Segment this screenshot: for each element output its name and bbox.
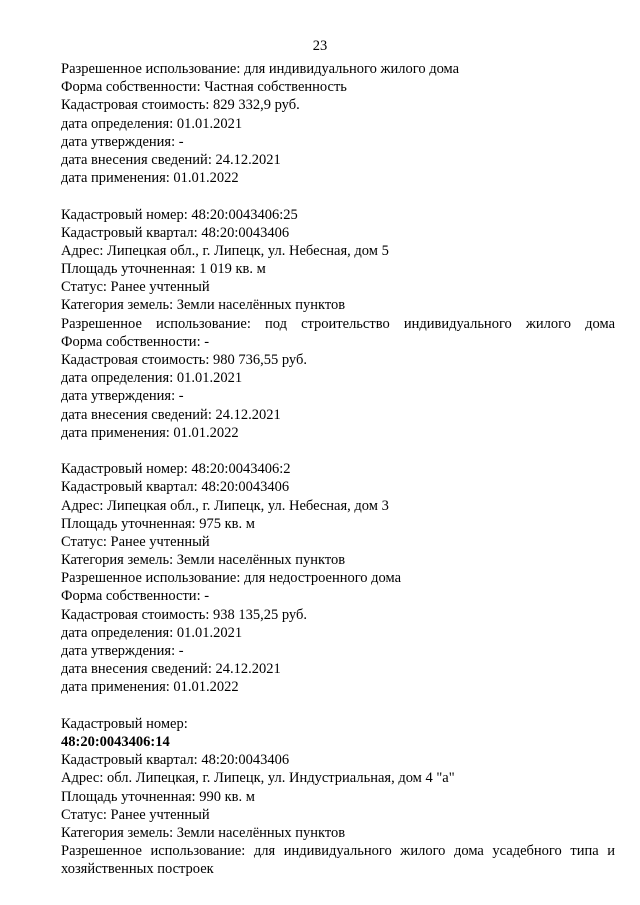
date-applied: дата применения: 01.01.2022 [61, 424, 239, 441]
permitted-use: Разрешенное использование: для индивидуального жилого дома усадебного типа и хозяйственных построек [61, 843, 615, 878]
cadastral-number-value: 48:20:0043406:14 [61, 733, 170, 750]
date-approved: дата утверждения: - [61, 133, 184, 150]
date-approved: дата утверждения: - [61, 643, 184, 659]
cadastral-cost: Кадастровая стоимость: 938 135,25 руб. [61, 606, 307, 623]
record-block-continued [61, 60, 615, 187]
date-defined: дата определения: 01.01.2021 [61, 370, 243, 387]
date-defined: дата определения: 01.01.2021 [61, 115, 243, 132]
record-block [61, 715, 615, 879]
area: Площадь уточненная: 990 кв. м [61, 788, 255, 805]
date-entered: дата внесения сведений: 24.12.2021 [61, 406, 281, 423]
area: Площадь уточненная: 975 кв. м [61, 515, 255, 532]
land-category: Категория земель: Земли населённых пунктов [61, 552, 346, 569]
cadastral-number: Кадастровый номер: 48:20:0043406:25 [61, 206, 298, 223]
status: Статус: Ранее учтенный [61, 279, 210, 296]
paragraph-gap [61, 697, 615, 715]
status: Статус: Ранее учтенный [61, 533, 210, 550]
record-block [61, 460, 615, 696]
ownership-form: Форма собственности: - [61, 333, 210, 350]
cadastral-cost: Кадастровая стоимость: 829 332,9 руб. [61, 97, 300, 114]
date-approved: дата утверждения: - [61, 388, 184, 405]
cadastral-quarter: Кадастровый квартал: 48:20:0043406 [61, 479, 290, 496]
ownership-form: Форма собственности: - [61, 588, 210, 605]
paragraph-gap [61, 187, 615, 205]
address: Адрес: обл. Липецкая, г. Липецк, ул. Индустриальная, дом 4 "а" [61, 770, 455, 787]
paragraph-gap [61, 442, 615, 460]
area: Площадь уточненная: 1 019 кв. м [61, 261, 266, 278]
address: Адрес: Липецкая обл., г. Липецк, ул. Небесная, дом 5 [61, 242, 389, 259]
permitted-use: Разрешенное использование: под строительство индивидуального жилого дома [61, 315, 615, 332]
date-entered: дата внесения сведений: 24.12.2021 [61, 661, 281, 678]
document-body [61, 60, 615, 878]
land-category: Категория земель: Земли населённых пунктов [61, 824, 346, 841]
status: Статус: Ранее учтенный [61, 806, 210, 823]
date-defined: дата определения: 01.01.2021 [61, 624, 243, 641]
cadastral-number-label: Кадастровый номер: [61, 715, 188, 732]
date-entered: дата внесения сведений: 24.12.2021 [61, 151, 281, 168]
ownership-form: Форма собственности: Частная собственность [61, 79, 347, 96]
cadastral-number: Кадастровый номер: 48:20:0043406:2 [61, 461, 291, 478]
permitted-use: Разрешенное использование: для индивидуального жилого дома [61, 61, 460, 77]
permitted-use: Разрешенное использование: для недостроенного дома [61, 570, 402, 587]
date-applied: дата применения: 01.01.2022 [61, 679, 239, 696]
cadastral-quarter: Кадастровый квартал: 48:20:0043406 [61, 752, 290, 769]
date-applied: дата применения: 01.01.2022 [61, 170, 239, 187]
record-block [61, 206, 615, 442]
address: Адрес: Липецкая обл., г. Липецк, ул. Небесная, дом 3 [61, 497, 389, 514]
cadastral-cost: Кадастровая стоимость: 980 736,55 руб. [61, 352, 307, 368]
land-category: Категория земель: Земли населённых пунктов [61, 297, 346, 314]
cadastral-quarter: Кадастровый квартал: 48:20:0043406 [61, 224, 290, 241]
page-number: 23 [312, 38, 328, 54]
